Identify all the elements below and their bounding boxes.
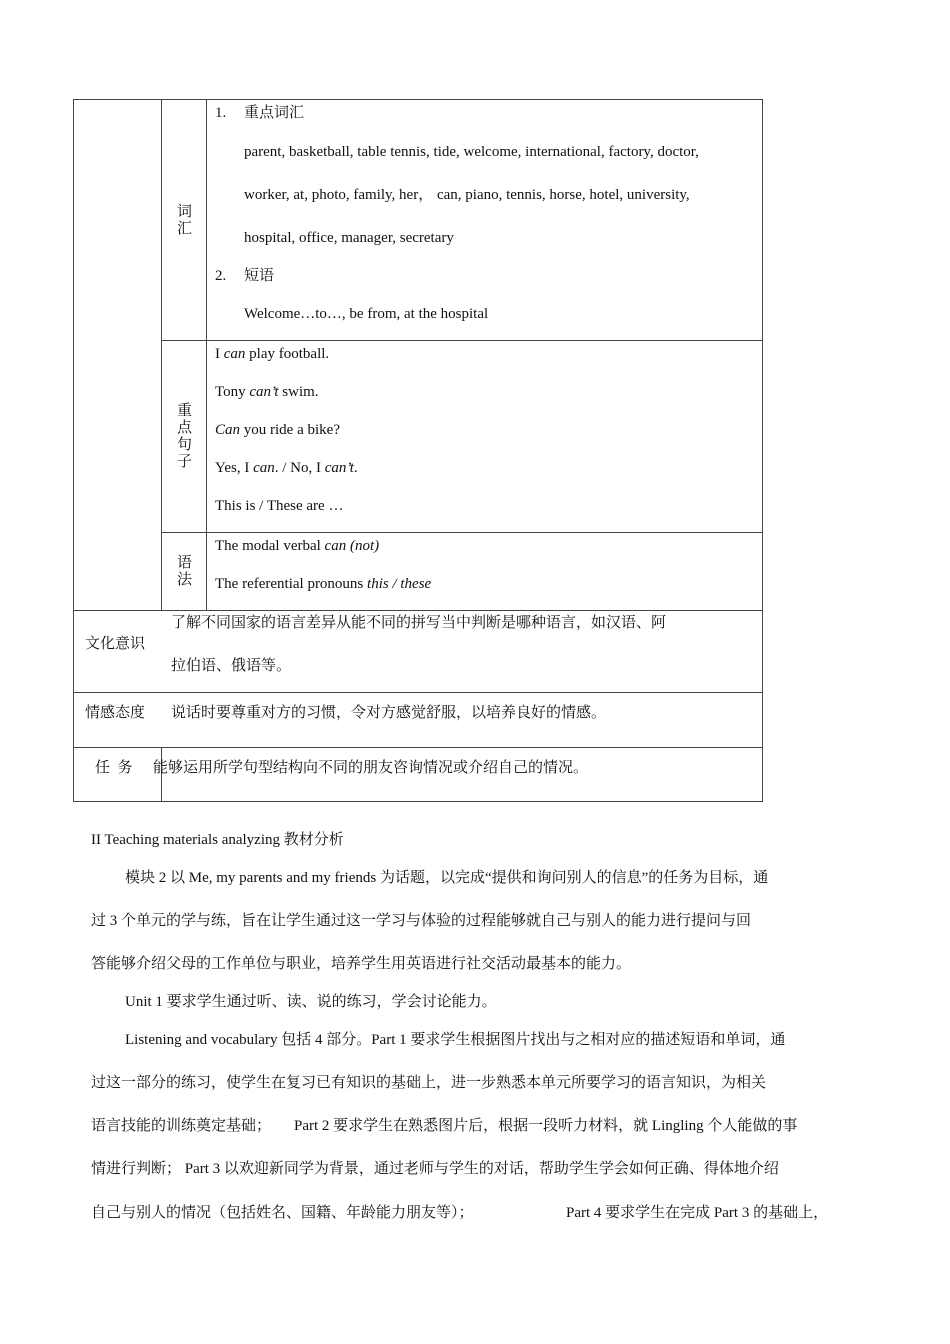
table-row-line-3 — [73, 610, 763, 611]
vocab-item2-title: 短语 — [244, 268, 275, 284]
grammar-line-2: The referential pronouns this / these — [215, 576, 432, 592]
table-row-line-5 — [73, 747, 763, 748]
culture-line-1: 了解不同国家的语言差异从能不同的拼写当中判断是哪种语言，如汉语、阿 — [171, 615, 667, 631]
paragraph-1-line-1: 模块 2 以 Me, my parents and my friends 为话题，以完成“提供和询问别人的信息”的任务为目标，通 — [125, 870, 769, 886]
paragraph-3-line-4: 情进行判断； Part 3 以欢迎新同学为背景，通过老师与学生的对话，帮助学生学会如何正确、得体地介绍 — [91, 1161, 779, 1177]
paragraph-3-line-1: Listening and vocabulary 包括 4 部分。Part 1 要求学生根据图片找出与之相对应的描述短语和单词，通 — [125, 1032, 786, 1048]
vocab-words-line-2: worker, at, photo, family, her， can, piano, tennis, horse, hotel, university, — [244, 187, 690, 203]
table-col-line-1 — [161, 99, 162, 611]
grammar-line-1: The modal verbal can (not) — [215, 538, 380, 554]
paragraph-3-line-5b: Part 4 要求学生在完成 Part 3 的基础上， — [566, 1205, 829, 1221]
paragraph-1-line-2: 过 3 个单元的学与练，旨在让学生通过这一学习与体验的过程能够就自己与别人的能力进行提问与回 — [91, 913, 752, 929]
table-row-line-1 — [161, 340, 763, 341]
section-heading: II Teaching materials analyzing 教材分析 — [91, 832, 344, 848]
sentence-3: Can you ride a bike? — [215, 422, 340, 438]
table-border-left — [73, 99, 74, 802]
sentence-1: I can play football. — [215, 346, 330, 362]
table-col-line-2 — [206, 99, 207, 611]
vocab-item1-number: 1. — [215, 105, 227, 121]
emotion-text: 说话时要尊重对方的习惯，令对方感觉舒服，以培养良好的情感。 — [171, 705, 607, 721]
paragraph-3-line-2: 过这一部分的练习，使学生在复习已有知识的基础上，进一步熟悉本单元所要学习的语言知识，为相关 — [91, 1075, 767, 1091]
vocab-side-label: 词汇 — [177, 204, 193, 237]
vocab-phrases: Welcome…to…, be from, at the hospital — [244, 306, 489, 322]
paragraph-3-line-5a: 自己与别人的情况（包括姓名、国籍、年龄能力朋友等）； — [91, 1205, 474, 1221]
paragraph-3-line-3b: Part 2 要求学生在熟悉图片后，根据一段听力材料，就 Lingling 个人能做的事 — [294, 1118, 798, 1134]
vocab-item1-title: 重点词汇 — [244, 105, 305, 121]
sentence-2: Tony can’t swim. — [215, 384, 319, 400]
vocab-words-line-3: hospital, office, manager, secretary — [244, 230, 454, 246]
vocab-item2-number: 2. — [215, 268, 227, 284]
paragraph-2: Unit 1 要求学生通过听、读、说的练习，学会讨论能力。 — [125, 994, 497, 1010]
table-border-top — [73, 99, 763, 100]
table-border-bottom — [73, 801, 763, 802]
culture-label: 文化意识 — [85, 636, 146, 652]
paragraph-3-line-3a: 语言技能的训练奠定基础； — [91, 1118, 272, 1134]
table-border-right — [762, 99, 763, 802]
task-label: 任 务 — [95, 760, 133, 776]
paragraph-1-line-3: 答能够介绍父母的工作单位与职业，培养学生用英语进行社交活动最基本的能力。 — [91, 956, 632, 972]
grammar-side-label: 语法 — [177, 555, 193, 588]
sentences-side-label: 重点句子 — [177, 403, 193, 470]
emotion-label: 情感态度 — [85, 705, 146, 721]
sentence-5: This is / These are … — [215, 498, 344, 514]
table-row-line-2 — [161, 532, 763, 533]
sentence-4: Yes, I can. / No, I can’t. — [215, 460, 358, 476]
vocab-words-line-1: parent, basketball, table tennis, tide, welcome, international, factory, doctor, — [244, 144, 699, 160]
task-text: 能够运用所学句型结构向不同的朋友咨询情况或介绍自己的情况。 — [153, 760, 589, 776]
table-row-line-4 — [73, 692, 763, 693]
culture-line-2: 拉伯语、俄语等。 — [171, 658, 292, 674]
